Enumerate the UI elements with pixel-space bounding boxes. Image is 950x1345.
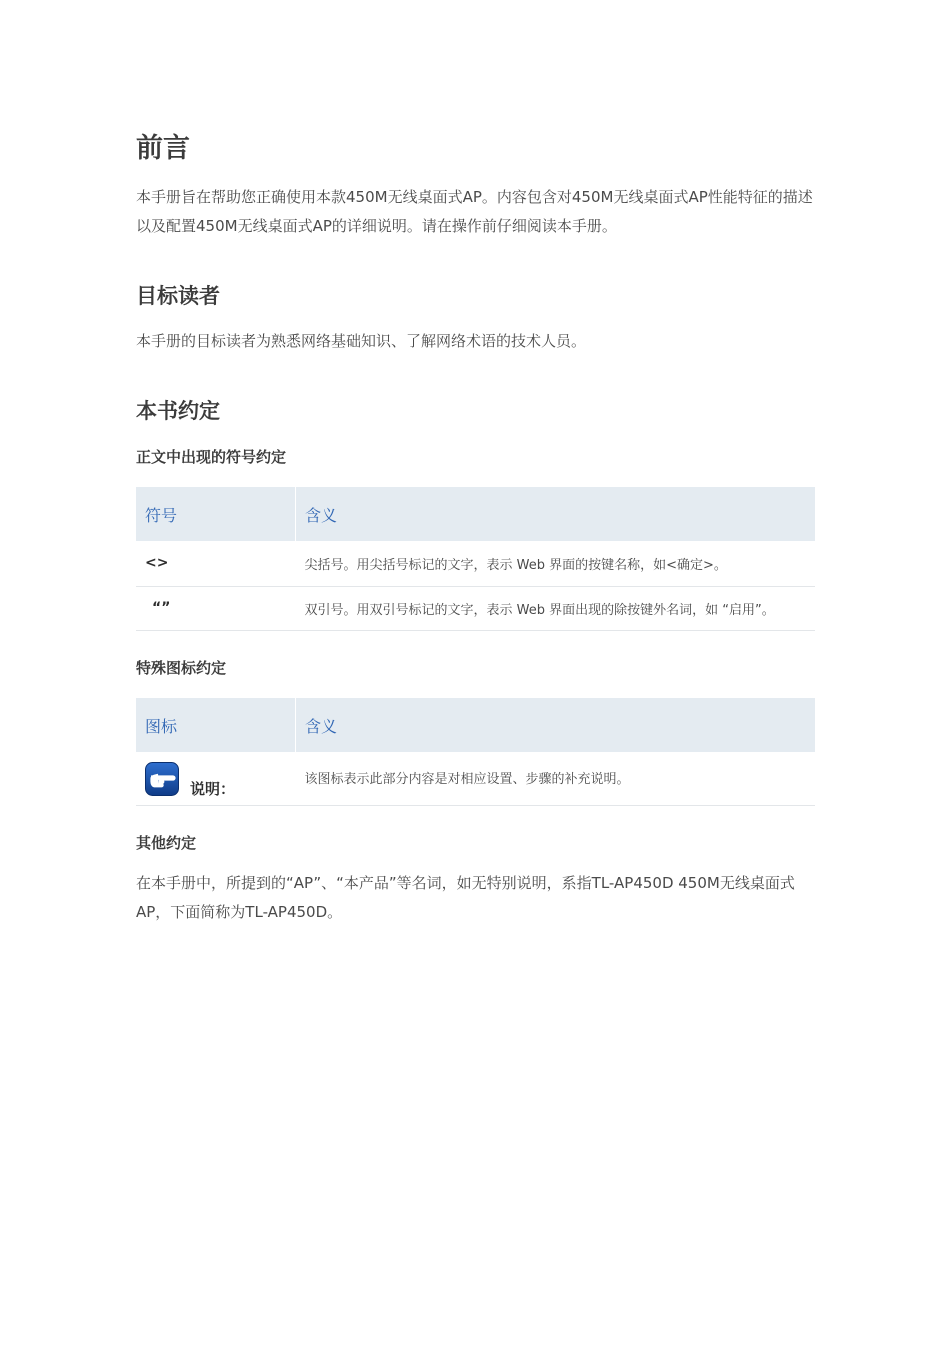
column-header-meaning: 含义 (296, 487, 816, 541)
pointing-hand-icon (145, 762, 179, 796)
table-header-row (136, 698, 815, 752)
icon-cell (136, 752, 296, 805)
note-label: 说明： (190, 780, 236, 799)
table-header-row (136, 487, 815, 541)
table-row (136, 541, 815, 586)
audience-title: 目标读者 (136, 284, 220, 308)
preface-title: 前言 (136, 133, 190, 164)
column-header-symbol: 符号 (136, 487, 296, 541)
other-subtitle: 其他约定 (136, 834, 197, 852)
other-text: 在本手册中，所提到的“AP”、“本产品”等名词，如无特别说明，系指TL-AP450D 450M无线桌面式AP，下面简称为TL-AP450D。 (136, 874, 795, 921)
meaning-cell: 尖括号。用尖括号标记的文字，表示 Web 界面的按键名称，如<确定>。 (296, 541, 816, 586)
column-header-icon: 图标 (136, 698, 296, 752)
symbols-table (136, 487, 815, 631)
meaning-cell: 双引号。用双引号标记的文字，表示 Web 界面出现的除按键外名词，如 “启用”。 (296, 586, 816, 630)
column-header-meaning: 含义 (296, 698, 816, 752)
preface-text: 本手册旨在帮助您正确使用本款450M无线桌面式AP。内容包含对450M无线桌面式AP性能特征的描述以及配置450M无线桌面式AP的详细说明。请在操作前仔细阅读本手册。 (136, 188, 813, 235)
symbol-cell: “” (136, 586, 296, 630)
symbol-cell: <> (136, 541, 296, 586)
conventions-title: 本书约定 (136, 399, 220, 423)
symbols-subtitle: 正文中出现的符号约定 (136, 448, 287, 466)
table-row (136, 586, 815, 630)
audience-text: 本手册的目标读者为熟悉网络基础知识、了解网络术语的技术人员。 (136, 332, 587, 350)
icons-table (136, 698, 815, 806)
meaning-cell: 该图标表示此部分内容是对相应设置、步骤的补充说明。 (296, 752, 816, 805)
icons-subtitle: 特殊图标约定 (136, 659, 227, 677)
table-row (136, 752, 815, 805)
